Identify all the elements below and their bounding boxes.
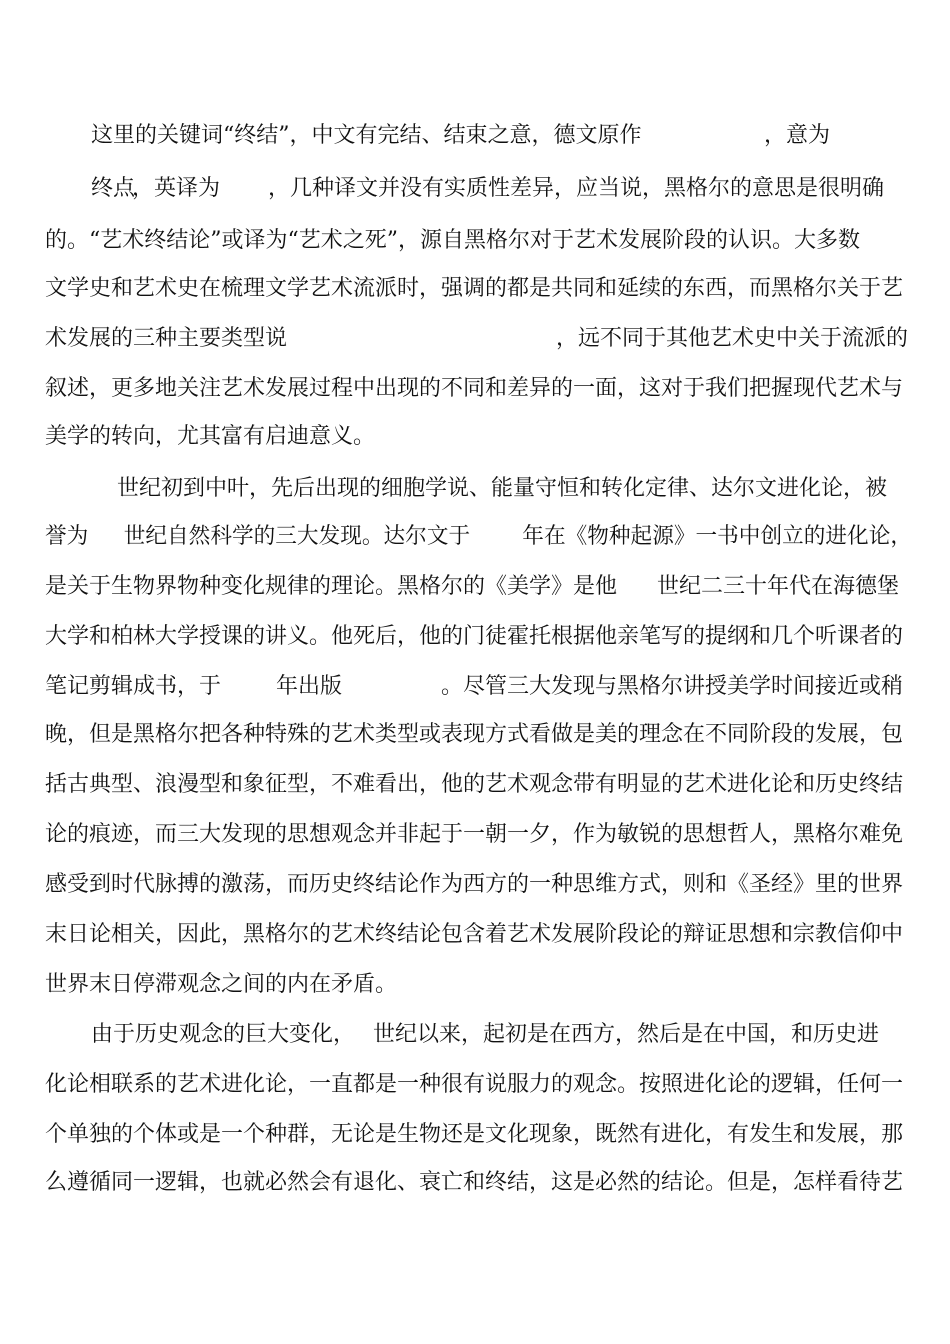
text-line xyxy=(0,1018,950,1052)
text-segment: 美学的转向，尤其富有启迪意义。 xyxy=(45,424,376,449)
text-line xyxy=(0,224,950,258)
text-segment: 这里的关键词“终结”，中文有完结、结束之意，德文原作 xyxy=(91,123,642,148)
text-segment: 年在《物种起源》一书中创立的进化论， xyxy=(522,524,913,549)
text-segment: 括古典型、浪漫型和象征型，不难看出，他的艺术观念带有明显的艺术进化论和历史终结 xyxy=(45,772,904,797)
text-line xyxy=(0,868,950,902)
text-line xyxy=(0,272,950,306)
text-segment: ，英译为 xyxy=(132,176,221,201)
text-line xyxy=(0,570,950,604)
text-segment: 世纪二三十年代在海德堡 xyxy=(657,574,900,599)
text-line xyxy=(0,372,950,406)
text-segment: 世纪自然科学的三大发现。达尔文于 xyxy=(123,524,471,549)
text-segment: 。尽管三大发现与黑格尔讲授美学时间接近或稍 xyxy=(441,674,904,699)
text-segment: 感受到时代脉搏的激荡，而历史终结论作为西方的一种思维方式，则和《圣经》里的世界 xyxy=(45,872,904,897)
text-line xyxy=(0,119,950,153)
text-line xyxy=(0,472,950,506)
text-segment: ，意为 xyxy=(764,123,831,148)
text-segment: 大学和柏林大学授课的讲义。他死后，他的门徒霍托根据他亲笔写的提纲和几个听课者的 xyxy=(45,624,904,649)
text-segment: 文学史和艺术史在梳理文学艺术流派时，强调的都是共同和延续的东西，而黑格尔关于艺 xyxy=(45,276,904,301)
text-segment: 么遵循同一逻辑，也就必然会有退化、衰亡和终结，这是必然的结论。但是，怎样看待艺 xyxy=(45,1170,904,1195)
text-segment: 的。“艺术终结论”或译为“艺术之死”，源自黑格尔对于艺术发展阶段的认识。大多数 xyxy=(45,228,860,253)
text-segment: 晚，但是黑格尔把各种特殊的艺术类型或表现方式看做是美的理念在不同阶段的发展，包 xyxy=(45,722,904,747)
text-segment: ，几种译文并没有实质性差异，应当说，黑格尔的意思是很明确 xyxy=(268,176,885,201)
text-segment: ，远不同于其他艺术史中关于流派的 xyxy=(556,326,909,351)
text-line xyxy=(0,768,950,802)
text-segment: 笔记剪辑成书，于 xyxy=(45,674,222,699)
text-line xyxy=(0,918,950,952)
text-line xyxy=(0,968,950,1002)
text-segment: 誉为 xyxy=(45,524,89,549)
text-line xyxy=(0,172,950,206)
text-line xyxy=(1,520,936,554)
text-line xyxy=(0,818,950,852)
text-line xyxy=(0,1068,950,1102)
text-segment: 世界末日停滞观念之间的内在矛盾。 xyxy=(45,972,398,997)
text-line xyxy=(0,620,950,654)
text-line xyxy=(0,420,950,454)
text-segment: 末日论相关，因此，黑格尔的艺术终结论包含着艺术发展阶段论的辩证思想和宗教信仰中 xyxy=(45,922,904,947)
text-line xyxy=(0,1118,950,1152)
text-line xyxy=(0,1166,950,1200)
text-segment: 终点 xyxy=(91,176,136,201)
text-line xyxy=(0,322,950,356)
text-segment: 个单独的个体或是一个种群，无论是生物还是文化现象，既然有进化，有发生和发展，那 xyxy=(45,1122,904,1147)
text-segment: 世纪以来，起初是在西方，然后是在中国，和历史进 xyxy=(373,1022,880,1047)
text-segment: 世纪初到中叶，先后出现的细胞学说、能量守恒和转化定律、达尔文进化论，被 xyxy=(117,476,888,501)
text-segment: 年出版 xyxy=(276,674,343,699)
text-segment: 化论相联系的艺术进化论，一直都是一种很有说服力的观念。按照进化论的逻辑，任何一 xyxy=(45,1072,904,1097)
text-segment: 论的痕迹，而三大发现的思想观念并非起于一朝一夕，作为敏锐的思想哲人，黑格尔难免 xyxy=(45,822,904,847)
text-line xyxy=(0,670,950,704)
text-segment: 叙述，更多地关注艺术发展过程中出现的不同和差异的一面，这对于我们把握现代艺术与 xyxy=(45,376,904,401)
text-line xyxy=(0,718,950,752)
text-segment: 由于历史观念的巨大变化， xyxy=(91,1022,356,1047)
text-segment: 术发展的三种主要类型说 xyxy=(45,326,288,351)
text-segment: 是关于生物界物种变化规律的理论。黑格尔的《美学》是他 xyxy=(45,574,618,599)
